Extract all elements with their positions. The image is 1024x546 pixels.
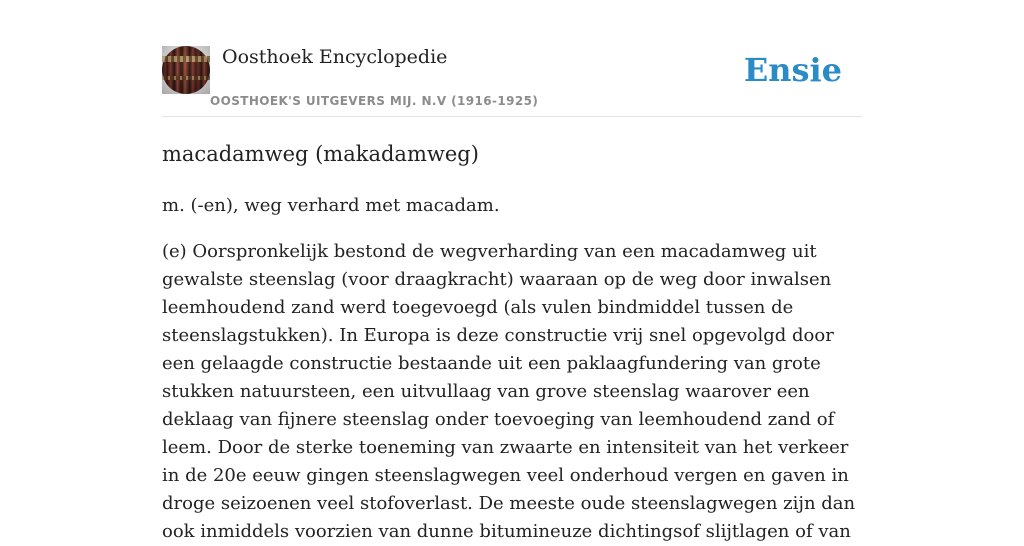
entry-definition: m. (-en), weg verhard met macadam. (162, 195, 500, 216)
article-content (162, 138, 862, 546)
entry-body: (e) Oorspronkelijk bestond de wegverharding van een macadamweg uit gewalste steenslag (voor draagkracht) waaraan op de weg door inwalsen leemhoudend zand werd toegevoegd (als vulen bindmiddel tussen de steenslagstukken). In Europa is deze constructie vrij snel opgevolgd door een gelaagde constructie bestaande uit een paklaagfundering van grote stukken natuursteen, een uitvullaag van grove steenslag waarover een deklaag van fijnere steenslag onder toevoeging van leemhoudend zand of leem. Door de sterke toeneming van zwaarte en intensiteit van het verkeer in de 20e eeuw gingen steenslagwegen veel onderhoud vergen en gaven in droge seizoenen veel stofoverlast. De meeste oude steenslagwegen zijn dan ook inmiddels voorzien van dunne bitumineuze dichtingsof slijtlagen of van (162, 241, 856, 542)
publisher-label: OOSTHOEK'S UITGEVERS MIJ. N.V (1916-1925) (210, 94, 539, 108)
entry-title: macadamweg (makadamweg) (162, 142, 479, 166)
site-header (162, 46, 862, 117)
site-title[interactable]: Oosthoek Encyclopedie (222, 46, 448, 68)
brand-logo-link[interactable]: Ensie (743, 51, 842, 89)
encyclopedia-books-icon[interactable] (162, 46, 210, 94)
